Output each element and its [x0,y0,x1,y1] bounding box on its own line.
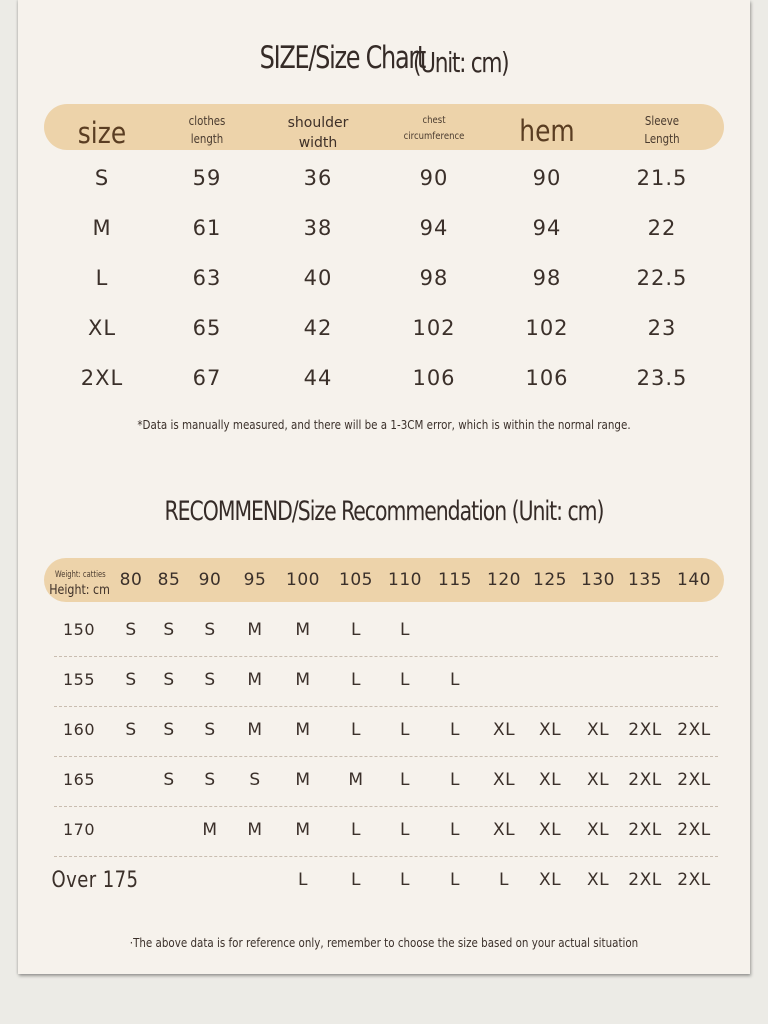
size-cell: 106 [525,366,569,390]
size-header-4: hem [519,114,575,148]
size-header-0: size [77,116,127,150]
recommended-size-cell: L [351,870,361,890]
weight-header: 115 [438,570,472,590]
height-row-label: 170 [62,820,96,839]
recommended-size-cell: M [247,620,263,640]
weight-header: 80 [119,570,143,590]
recommended-size-cell: L [351,670,361,690]
recommended-size-cell: M [247,720,263,740]
size-cell: 63 [192,266,222,290]
recommended-size-cell: L [400,670,410,690]
weight-header: 120 [487,570,521,590]
recommended-size-cell: M [295,770,311,790]
recommended-size-cell: 2XL [677,770,711,790]
size-cell: 90 [419,166,449,190]
recommended-size-cell: 2XL [628,720,662,740]
recommended-size-cell: S [249,770,261,790]
recommended-size-cell: S [125,720,137,740]
size-cell: 98 [532,266,562,290]
corner-height-label: Height: cm [49,583,110,598]
size-cell: 36 [303,166,333,190]
recommended-size-cell: L [351,720,361,740]
size-cell: 38 [303,216,333,240]
recommended-size-cell: XL [538,870,562,890]
recommended-size-cell: M [295,720,311,740]
size-cell: M [92,216,112,240]
size-cell: L [95,266,109,290]
recommended-size-cell: 2XL [628,820,662,840]
recommended-size-cell: 2XL [677,720,711,740]
recommended-size-cell: 2XL [628,870,662,890]
row-divider [54,856,718,857]
weight-header: 125 [533,570,567,590]
size-cell: 94 [532,216,562,240]
recommended-size-cell: M [295,670,311,690]
recommended-size-cell: L [450,820,460,840]
recommended-size-cell: XL [538,820,562,840]
recommended-size-cell: S [163,670,175,690]
recommended-size-cell: L [499,870,509,890]
height-row-label: 165 [62,770,96,789]
size-cell: XL [87,316,117,340]
measurement-note: *Data is manually measured, and there will be a 1-3CM error, which is within the normal range. [137,418,631,432]
size-cell: 90 [532,166,562,190]
recommended-size-cell: XL [538,770,562,790]
corner-weight-label: Weight: catties [55,570,106,580]
size-cell: 2XL [80,366,124,390]
row-divider [54,706,718,707]
recommended-size-cell: L [450,770,460,790]
recommended-size-cell: 2XL [677,820,711,840]
recommended-size-cell: S [125,670,137,690]
weight-header: 85 [157,570,181,590]
recommended-size-cell: XL [586,870,610,890]
recommended-size-cell: L [298,870,308,890]
size-header-5-line2: Length [644,132,680,146]
recommended-size-cell: M [202,820,218,840]
recommended-size-cell: XL [586,720,610,740]
size-cell: 21.5 [636,166,688,190]
weight-header: 100 [286,570,320,590]
weight-header: 105 [339,570,373,590]
recommendation-title: RECOMMEND/Size Recommendation (Unit: cm) [164,496,604,527]
recommended-size-cell: L [351,620,361,640]
size-header-3-line1: chest [422,115,446,126]
recommended-size-cell: L [400,770,410,790]
size-cell: 44 [303,366,333,390]
size-cell: 40 [303,266,333,290]
size-cell: 98 [419,266,449,290]
size-chart-title [69,40,699,79]
recommended-size-cell: XL [538,720,562,740]
weight-header: 110 [388,570,422,590]
recommended-size-cell: M [295,620,311,640]
row-divider [54,656,718,657]
size-header-2-line1: shoulder [287,115,349,131]
recommended-size-cell: L [400,870,410,890]
recommended-size-cell: XL [586,770,610,790]
weight-header: 130 [581,570,615,590]
recommended-size-cell: M [295,820,311,840]
height-row-label: Over 175 [51,868,139,893]
recommended-size-cell: XL [492,770,516,790]
size-cell: S [94,166,110,190]
recommended-size-cell: S [125,620,137,640]
recommended-size-cell: XL [492,720,516,740]
recommended-size-cell: XL [586,820,610,840]
weight-header: 95 [243,570,267,590]
recommended-size-cell: L [450,670,460,690]
height-row-label: 155 [62,670,96,689]
recommended-size-cell: M [348,770,364,790]
recommended-size-cell: L [450,870,460,890]
recommended-size-cell: 2XL [628,770,662,790]
row-divider [54,806,718,807]
size-header-1-line2: length [190,132,224,146]
recommended-size-cell: L [400,720,410,740]
recommended-size-cell: S [204,620,216,640]
recommended-size-cell: L [450,720,460,740]
size-cell: 22 [647,216,677,240]
recommended-size-cell: S [204,670,216,690]
recommended-size-cell: M [247,820,263,840]
size-header-5-line1: Sleeve [644,114,680,128]
size-cell: 106 [412,366,456,390]
recommended-size-cell: S [204,770,216,790]
size-cell: 23 [647,316,677,340]
size-cell: 23.5 [636,366,688,390]
size-chart-card [18,0,750,974]
size-cell: 61 [192,216,222,240]
recommended-size-cell: XL [492,820,516,840]
recommended-size-cell: S [163,770,175,790]
size-header-2-line2: width [298,135,338,151]
size-header-3-line2: circumference [403,131,465,142]
recommended-size-cell: L [400,820,410,840]
size-chart-title-unit: (Unit: cm) [413,46,509,79]
recommended-size-cell: L [351,820,361,840]
height-row-label: 150 [62,620,96,639]
reference-note: ·The above data is for reference only, remember to choose the size based on your actual situation [129,936,639,950]
recommended-size-cell: M [247,670,263,690]
size-cell: 102 [525,316,569,340]
recommended-size-cell: S [163,720,175,740]
row-divider [54,756,718,757]
weight-header: 140 [677,570,711,590]
weight-header: 90 [198,570,222,590]
recommended-size-cell: S [163,620,175,640]
size-chart-title-main: SIZE/Size Chart [259,40,426,76]
size-cell: 102 [412,316,456,340]
height-row-label: 160 [62,720,96,739]
size-header-1-line1: clothes [188,114,226,128]
size-cell: 42 [303,316,333,340]
size-cell: 22.5 [636,266,688,290]
size-cell: 59 [192,166,222,190]
recommended-size-cell: S [204,720,216,740]
size-cell: 94 [419,216,449,240]
size-cell: 65 [192,316,222,340]
recommended-size-cell: 2XL [677,870,711,890]
size-cell: 67 [192,366,222,390]
recommended-size-cell: L [400,620,410,640]
weight-header: 135 [628,570,662,590]
